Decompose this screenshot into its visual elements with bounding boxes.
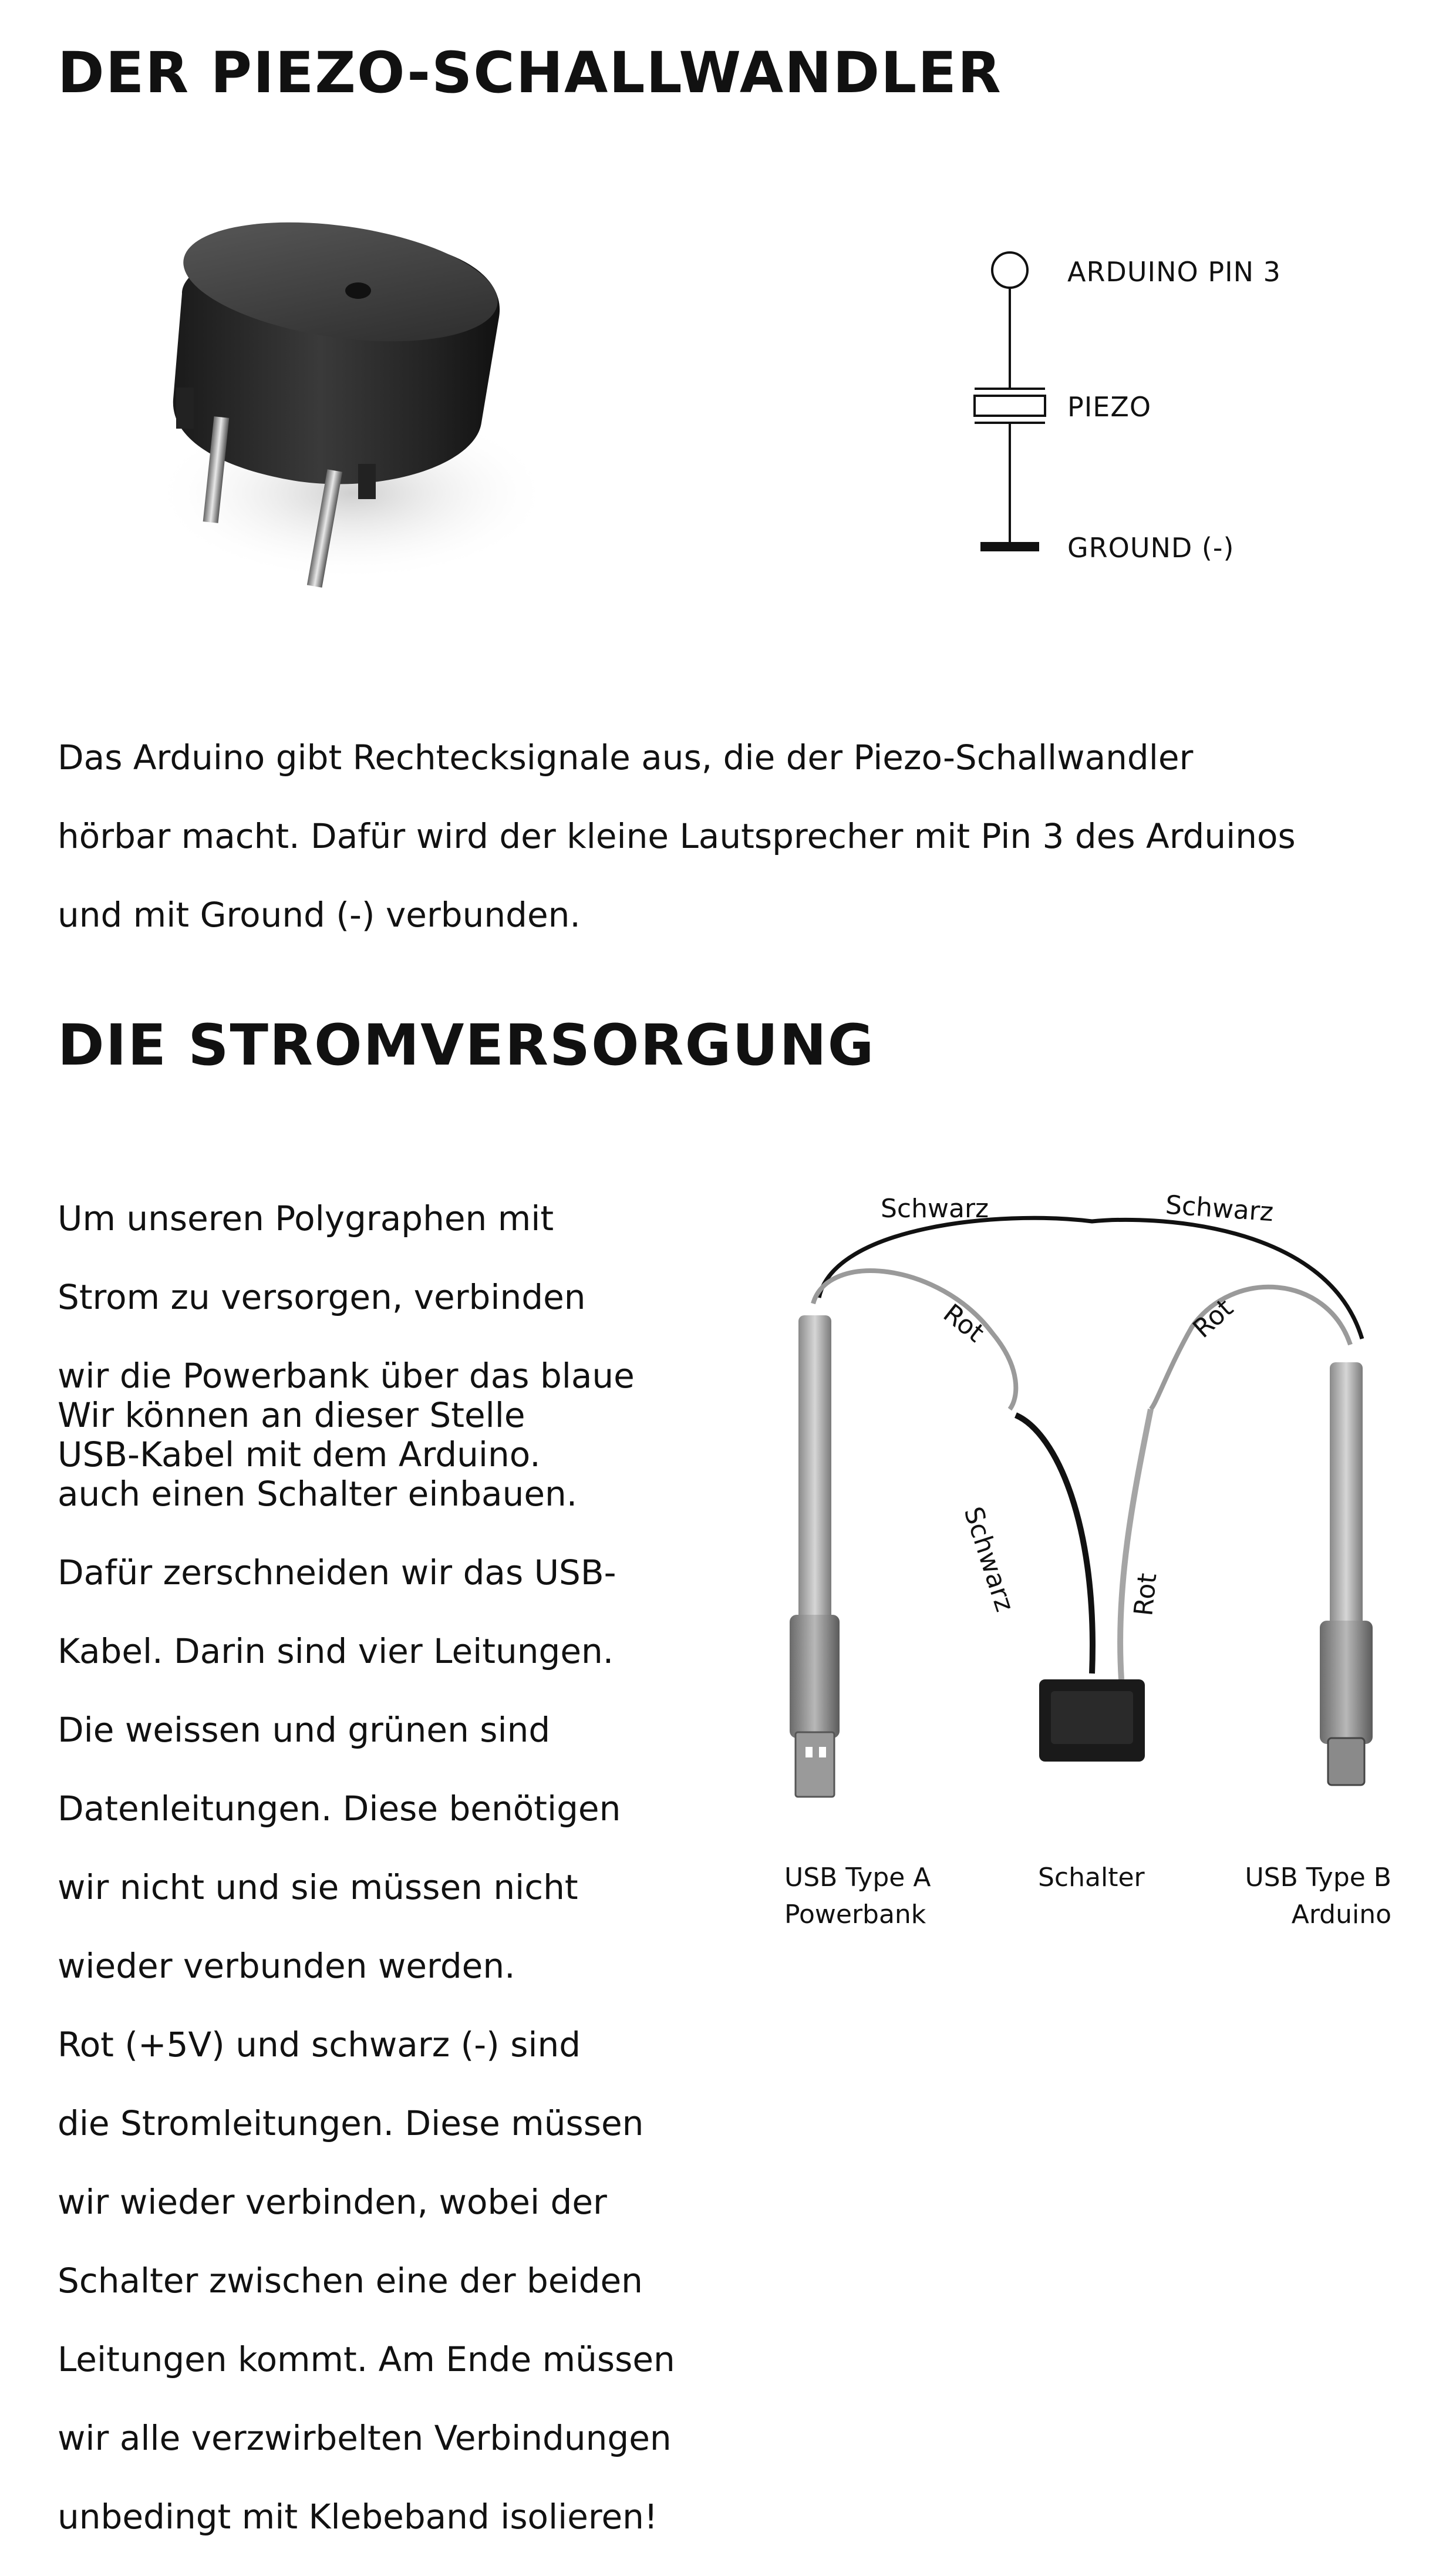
text-line: Strom zu versorgen, verbinden xyxy=(58,1277,586,1317)
wire-label-red-middle: Rot xyxy=(1128,1571,1163,1618)
text-line: Leitungen kommt. Am Ende müssen xyxy=(58,2339,675,2379)
caption-line: USB Type A xyxy=(784,1863,931,1893)
text-line: hörbar macht. Dafür wird der kleine Lautsprecher mit Pin 3 des Arduinos xyxy=(58,816,1296,856)
text-line: unbedingt mit Klebeband isolieren! xyxy=(58,2497,658,2537)
wire-label-black-right: Schwarz xyxy=(1164,1190,1275,1228)
text-line: wir wieder verbinden, wobei der xyxy=(58,2182,607,2222)
text-line: wieder verbunden werden. xyxy=(58,1946,515,1986)
text-line: wir nicht und sie müssen nicht xyxy=(58,1867,578,1907)
wire-label-black-left: Schwarz xyxy=(881,1194,989,1224)
caption-line: Arduino xyxy=(1291,1900,1391,1930)
wire-label-black-middle: Schwarz xyxy=(958,1503,1020,1615)
text-line: Das Arduino gibt Rechtecksignale aus, die der Piezo-Schallwandler xyxy=(58,738,1194,777)
arduino-pin-terminal xyxy=(992,252,1027,288)
text-line: wir alle verzwirbelten Verbindungen xyxy=(58,2418,672,2458)
text-line: auch einen Schalter einbauen. xyxy=(58,1474,578,1514)
caption-usb-b xyxy=(1221,1863,1391,1930)
wire-label-red-left: Rot xyxy=(938,1298,990,1348)
caption-line: USB Type B xyxy=(1245,1863,1391,1893)
text-line: Dafür zerschneiden wir das USB- xyxy=(58,1553,616,1592)
text-line: wir die Powerbank über das blaue xyxy=(58,1356,635,1396)
text-line: Die weissen und grünen sind xyxy=(58,1710,551,1750)
piezo-buzzer-photo xyxy=(106,188,552,611)
schematic-label-ground: GROUND (-) xyxy=(1067,532,1235,564)
section2-title: DIE STROMVERSORGUNG xyxy=(58,1012,875,1078)
text-line: und mit Ground (-) verbunden. xyxy=(58,895,581,935)
text-line: Datenleitungen. Diese benötigen xyxy=(58,1789,621,1829)
section2-paragraph-2 xyxy=(58,1356,774,2576)
caption-line: Powerbank xyxy=(784,1900,926,1930)
ground-symbol xyxy=(980,542,1039,551)
piezo-schematic xyxy=(963,247,1057,575)
section1-paragraph xyxy=(58,699,1408,974)
caption-usb-a xyxy=(784,1863,931,1930)
wire-label-red-right: Rot xyxy=(1187,1293,1239,1344)
text-line: Kabel. Darin sind vier Leitungen. xyxy=(58,1631,614,1671)
schematic-label-piezo: PIEZO xyxy=(1067,391,1152,423)
text-line: Schalter zwischen eine der beiden xyxy=(58,2261,643,2301)
text-line: USB-Kabel mit dem Arduino. xyxy=(58,1435,541,1474)
text-line: Wir können an dieser Stelle xyxy=(58,1395,525,1435)
usb-cable-photo xyxy=(746,1174,1409,1838)
caption-switch: Schalter xyxy=(1038,1863,1145,1893)
section1-title: DER PIEZO-SCHALLWANDLER xyxy=(58,40,1002,106)
text-line: Um unseren Polygraphen mit xyxy=(58,1198,554,1238)
text-line: Rot (+5V) und schwarz (-) sind xyxy=(58,2025,581,2065)
text-line: die Stromleitungen. Diese müssen xyxy=(58,2103,644,2143)
piezo-symbol xyxy=(975,396,1045,416)
schematic-label-pin: ARDUINO PIN 3 xyxy=(1067,256,1281,288)
